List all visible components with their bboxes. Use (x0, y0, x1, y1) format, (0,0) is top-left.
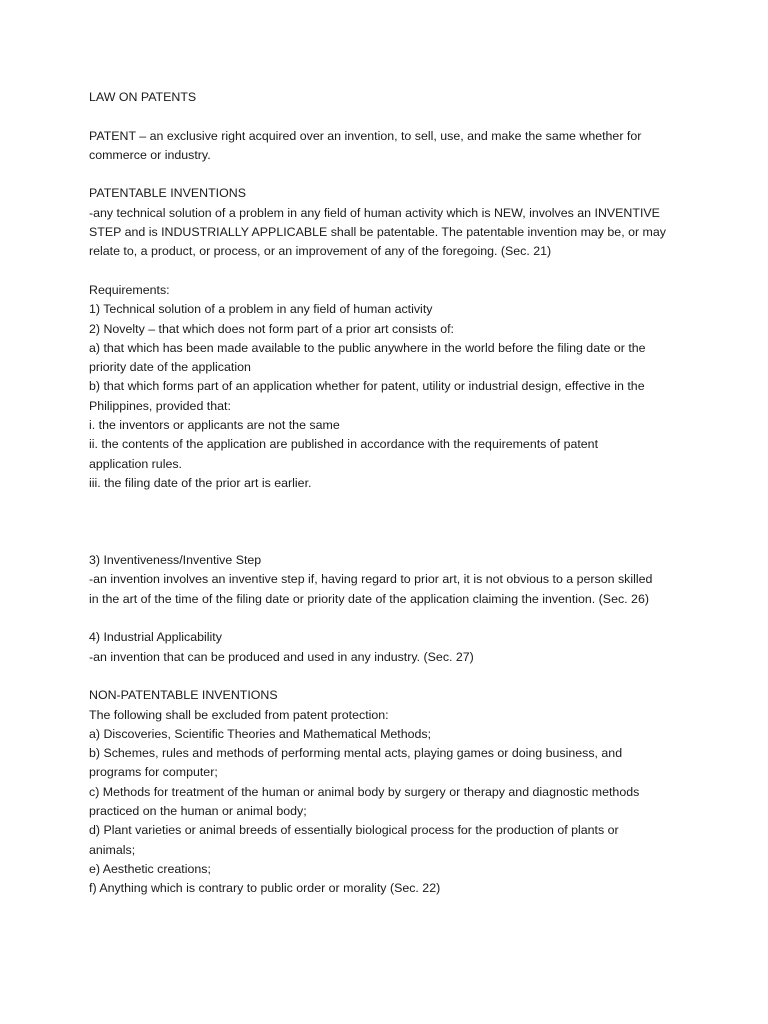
document-title: LAW ON PATENTS (89, 90, 197, 104)
non-patentable-line: b) Schemes, rules and methods of performing mental acts, playing games or doing business, and (89, 746, 623, 761)
requirements-line: application rules. (89, 456, 182, 471)
requirements-line: ii. the contents of the application are published in accordance with the requirements of patent (89, 437, 599, 452)
non-patentable-line: programs for computer; (89, 765, 218, 780)
requirements-line: Philippines, provided that: (89, 398, 231, 413)
requirements-line: priority date of the application (89, 360, 251, 375)
non-patentable-line: practiced on the human or animal body; (89, 803, 307, 818)
document-page (89, 88, 689, 898)
non-patentable-heading: NON-PATENTABLE INVENTIONS (89, 688, 278, 703)
requirements-line: 1) Technical solution of a problem in any field of human activity (89, 302, 433, 317)
requirements-line: i. the inventors or applicants are not the same (89, 418, 340, 433)
patentable-line: relate to, a product, or process, or an improvement of any of the foregoing. (Sec. 21) (89, 244, 552, 259)
non-patentable-line: d) Plant varieties or animal breeds of essentially biological process for the production of plants or (89, 823, 619, 838)
inventiveness-line: in the art of the time of the filing date or priority date of the application claiming the invention. (Sec. 26) (89, 591, 649, 606)
industrial-line: -an invention that can be produced and used in any industry. (Sec. 27) (89, 649, 474, 664)
patent-definition-line: PATENT – an exclusive right acquired over an invention, to sell, use, and make the same whether for (89, 128, 642, 143)
non-patentable-line: animals; (89, 842, 136, 857)
patentable-line: STEP and is INDUSTRIALLY APPLICABLE shall be patentable. The patentable invention may be, or may (89, 225, 666, 240)
non-patentable-line: The following shall be excluded from patent protection: (89, 707, 389, 722)
non-patentable-line: e) Aesthetic creations; (89, 861, 211, 876)
non-patentable-line: a) Discoveries, Scientific Theories and Mathematical Methods; (89, 726, 432, 741)
requirements-line: a) that which has been made available to the public anywhere in the world before the filing date or the (89, 340, 646, 355)
requirements-line: 2) Novelty – that which does not form part of a prior art consists of: (89, 321, 454, 336)
patentable-line: -any technical solution of a problem in any field of human activity which is NEW, involves an INVENTIVE (89, 205, 660, 220)
patentable-heading: PATENTABLE INVENTIONS (89, 186, 246, 201)
requirements-line: iii. the filing date of the prior art is earlier. (89, 475, 312, 490)
non-patentable-line: c) Methods for treatment of the human or animal body by surgery or therapy and diagnostic methods (89, 784, 640, 799)
requirements-heading: Requirements: (89, 282, 170, 297)
inventiveness-line: -an invention involves an inventive step if, having regard to prior art, it is not obvious to a person skilled (89, 572, 653, 587)
requirements-line: b) that which forms part of an application whether for patent, utility or industrial design, effective in the (89, 379, 645, 394)
patent-definition-line: commerce or industry. (89, 147, 211, 162)
inventiveness-heading: 3) Inventiveness/Inventive Step (89, 553, 262, 568)
non-patentable-line: f) Anything which is contrary to public order or morality (Sec. 22) (89, 881, 441, 896)
industrial-heading: 4) Industrial Applicability (89, 630, 222, 645)
